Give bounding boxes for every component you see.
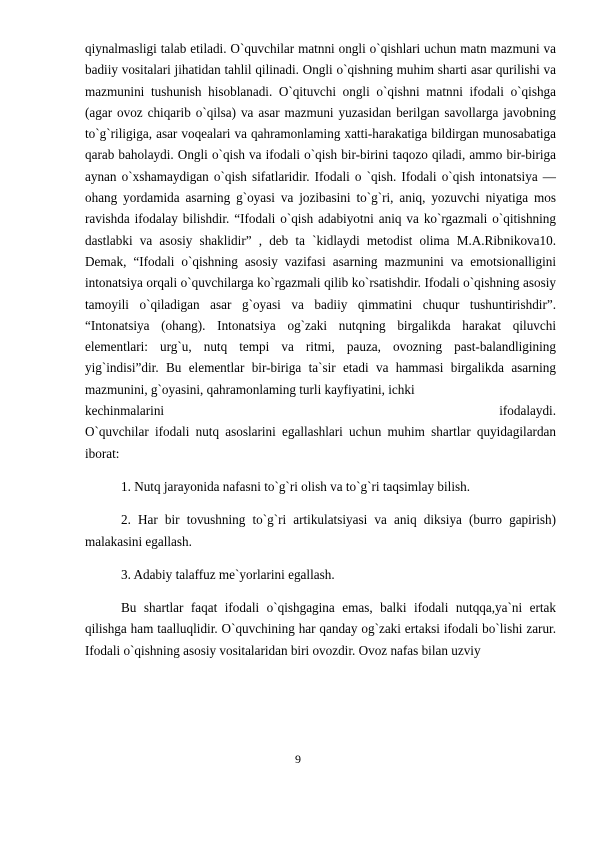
page-number: 9 — [295, 752, 301, 766]
list-item-2: 2. Har bir tovushning to`g`ri artikulatsiyasi va aniq diksiya (burro gapirish) malakasini egallash. — [85, 512, 556, 549]
list-item-1: 1. Nutq jarayonida nafasni to`g`ri olish va to`g`ri taqsimlay bilish. — [121, 478, 471, 494]
line-left-word: kechinmalarini — [85, 403, 165, 419]
paragraph-conditions-intro: O`quvchilar ifodali nutq asoslarini egallashlari uchun muhim shartlar quyidagilardan iborat: — [85, 424, 556, 461]
justified-line — [85, 400, 556, 421]
paragraph-ongli-oqish: qiynalmasligi talab etiladi. O`quvchilar matnni ongli o`qishlari uchun matn mazmuni va badiiy vositalari jihatidan tahlil qilinadi. Ongli o`qishning muhim sharti asar qurilishi va mazmunini tushunish hisoblanadi. O`qituvchi ongli o`qishni matnni ifodali o`qishga (agar ovoz chiqarib o`qilsa) va asar mazmuni yuzasidan berilgan savollarga javobning to`g`riligiga, asar voqealari va qahramonlaming xatti-harakatiga bildirgan munosabatiga qarab baholaydi. Ongli o`qish va ifodali o`qish bir-birini taqozo qiladi, ammo bir-biriga aynan o`xshamaydigan o`qish sifatlaridir. Ifodali o `qish. Ifodali o`qish intonatsiya — ohang yordamida asarning g`oyasi va jozibasini to`g`ri, aniq, yozuvchi niyatiga mos ravishda ifodalay bilishdir. “Ifodali o`qish adabiyotni aniq va ko`rgazmali o`qitishning dastlabki va asosiy shaklidir” , deb ta `kidlaydi metodist olima M.A.Ribnikova10. Demak, “Ifodali o`qishning asosiy vazifasi asarning mazmunini va emotsionalligini intonatsiya orqali o`quvchilarga ko`rgazmali qilib ko`rsatishdir. Ifodali o`qishning asosiy tamoyili o`qiladigan asar g`oyasi va badiiy qimmatini chuqur tushuntirishdir”. “Intonatsiya (ohang). Intonatsiya og`zaki nutqning birgalikda harakat qiluvchi elementlari: urg`u, nutq tempi va ritmi, pauza, ovozning past-balandligining yig`indisi”dir. Bu elementlar bir-biriga ta`sir etadi va hammasi birgalikda asarning mazmunini, g`oyasini, qahramonlaming turli kayfiyatini, ichki — [85, 41, 556, 397]
line-right-word: ifodalaydi. — [499, 403, 556, 419]
list-item-3: 3. Adabiy talaffuz me`yorlarini egallash. — [121, 566, 335, 582]
body-text — [85, 38, 556, 661]
paragraph-shartlar: Bu shartlar faqat ifodali o`qishgagina emas, balki ifodali nutqqa,ya`ni ertak qilishga ham taalluqlidir. O`quvchining har qanday og`zaki ertaksi ifodali bo`lishi zarur. Ifodali o`qishning asosiy vositalaridan biri ovozdir. Ovoz nafas bilan uzviy — [85, 600, 556, 658]
